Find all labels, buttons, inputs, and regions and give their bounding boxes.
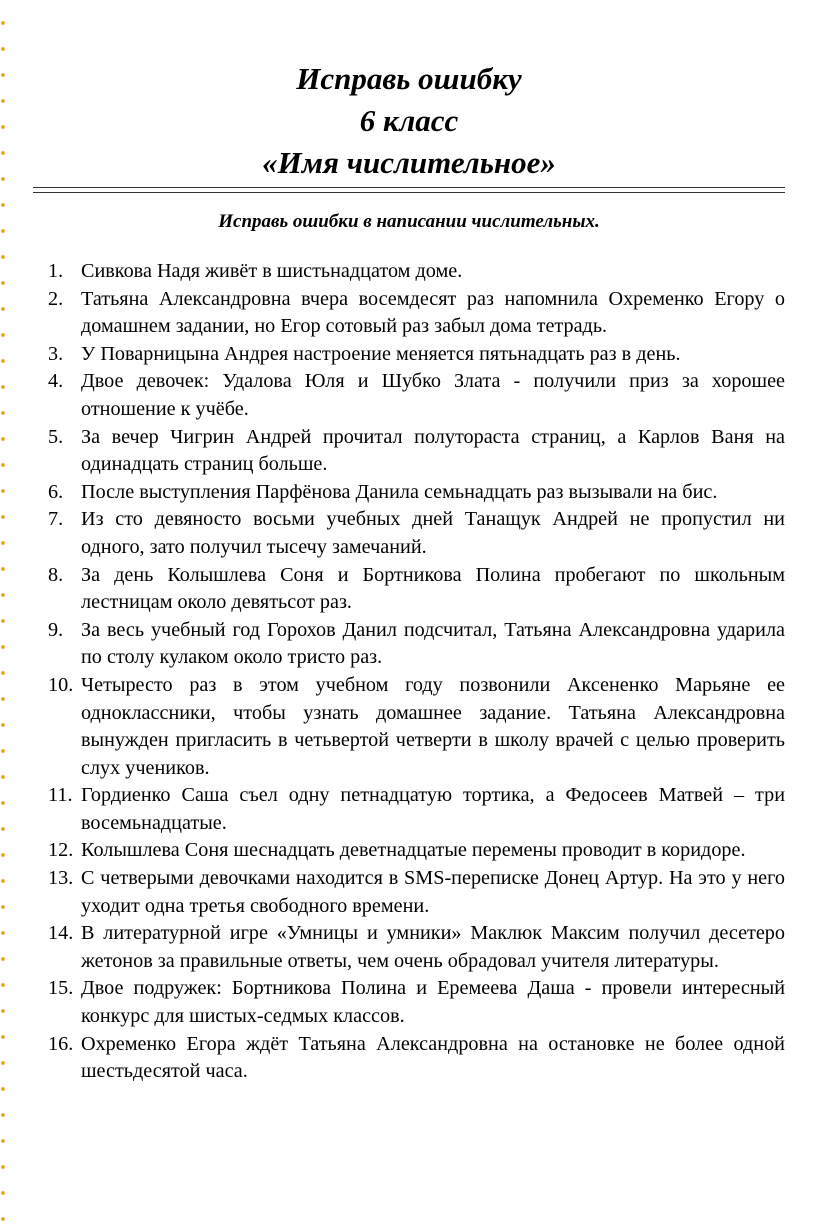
task-text: Гордиенко Саша съел одну петнадцатую тортика, а Федосеев Матвей – три восемьнадцатые.: [81, 784, 785, 834]
task-number: 4.: [48, 370, 64, 393]
task-number: 10.: [48, 673, 74, 696]
task-number: 15.: [48, 977, 74, 1000]
task-item: [33, 617, 785, 672]
task-number: 12.: [48, 839, 74, 862]
task-item: [33, 1031, 785, 1086]
task-number: 9.: [48, 618, 64, 641]
task-number: 8.: [48, 563, 64, 586]
task-text: Двое подружек: Бортникова Полина и Еремеева Даша - провели интересный конкурс для шистых-седмых классов.: [81, 977, 785, 1028]
task-item: [33, 341, 785, 369]
task-item: [33, 562, 785, 617]
task-item: [33, 368, 785, 423]
task-item: [33, 479, 785, 507]
task-number: 2.: [48, 287, 64, 310]
worksheet: [33, 58, 785, 1086]
task-item: [33, 975, 785, 1030]
task-number: 7.: [48, 508, 64, 531]
task-number: 13.: [48, 867, 74, 890]
task-number: 5.: [48, 425, 64, 448]
task-text: Татьяна Александровна вчера восемдесят раз напомнила Охременко Егору о домашнем задании, но Егор сотовый раз забыл дома тетрадь.: [81, 287, 785, 338]
task-number: 3.: [48, 342, 64, 365]
task-number: 14.: [48, 922, 74, 945]
task-text: В литературной игре «Умницы и умники» Маклюк Максим получил десетеро жетонов за правильные ответы, чем очень обрадовал учителя литературы.: [81, 922, 785, 972]
task-text: За день Колышлева Соня и Бортникова Полина пробегают по школьным лестницам около девятьсот раз.: [81, 563, 785, 614]
task-text: После выступления Парфёнова Данила семьнадцать раз вызывали на бис.: [81, 480, 718, 503]
task-text: Четыресто раз в этом учебном году позвонили Аксененко Марьяне ее одноклассники, чтобы узнать домашнее задание. Татьяна Александровна вынужден пригласить в четьвертой четверти в школу врачей с целью проверить слух учеников.: [81, 673, 785, 779]
page-title: [33, 58, 785, 184]
task-text: За вечер Чигрин Андрей прочитал полутораста страниц, а Карлов Ваня на одинадцать страниц больше.: [81, 425, 785, 476]
task-text: Из сто девяносто восьми учебных дней Танащук Андрей не пропустил ни одного, зато получил тысечу замечаний.: [81, 508, 785, 558]
task-text: Сивкова Надя живёт в шистьнадцатом доме.: [81, 260, 463, 282]
task-text: Колышлева Соня шеснадцать деветнадцатые перемены проводит в коридоре.: [81, 839, 746, 862]
title-divider: [33, 187, 785, 193]
task-item: [33, 286, 785, 341]
task-item: [33, 258, 785, 286]
task-item: [33, 782, 785, 837]
task-item: [33, 506, 785, 561]
task-item: [33, 837, 785, 865]
task-text: Двое девочек: Удалова Юля и Шубко Злата - получили приз за хорошее отношение к учёбе.: [81, 370, 785, 420]
task-text: Охременко Егора ждёт Татьяна Александровна на остановке не более одной шестьдесятой часа.: [81, 1032, 785, 1083]
task-number: 1.: [48, 260, 64, 282]
topic-line: «Имя числительное»: [262, 145, 556, 180]
task-number: 16.: [48, 1032, 74, 1055]
task-text: С четверыми девочками находится в SMS-переписке Донец Артур. На это у него уходит одна третья свободного времени.: [81, 867, 785, 917]
decorative-page-border: [0, 0, 6, 1231]
task-item: [33, 920, 785, 975]
task-list: [33, 258, 785, 1086]
instruction-heading: Исправь ошибки в написании числительных.: [218, 211, 600, 232]
grade-line: 6 класс: [359, 103, 459, 138]
task-text: За весь учебный год Горохов Данил подсчитал, Татьяна Александровна ударила по столу кулаком около тристо раз.: [81, 618, 785, 669]
title-line: Исправь ошибку: [296, 61, 522, 96]
task-item: [33, 672, 785, 782]
task-number: 6.: [48, 480, 64, 503]
task-text: У Поварницына Андрея настроение меняется пятьнадцать раз в день.: [81, 342, 681, 365]
task-number: 11.: [48, 784, 73, 807]
task-item: [33, 424, 785, 479]
task-item: [33, 865, 785, 920]
